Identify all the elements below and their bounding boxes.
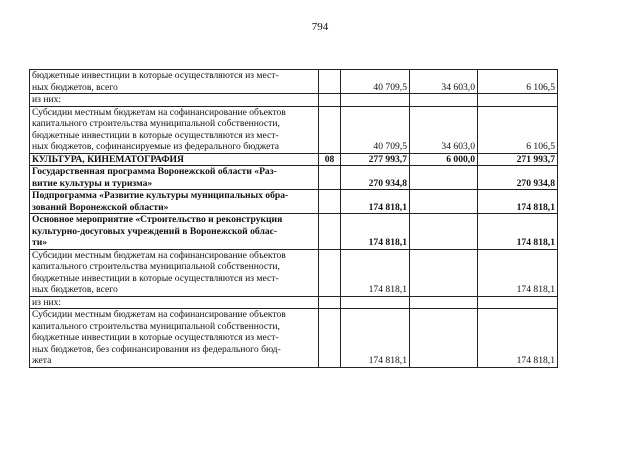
row-federal-amount — [410, 296, 478, 309]
row-section-code — [319, 166, 341, 190]
row-description: из них: — [30, 94, 319, 107]
budget-table — [29, 69, 558, 368]
row-federal-amount: 34 603,0 — [410, 106, 478, 153]
row-section-code — [319, 94, 341, 107]
row-section-code — [319, 70, 341, 94]
table-row — [30, 106, 558, 153]
row-description: бюджетные инвестиции в которые осуществляются из мест- ных бюджетов, всего — [30, 70, 319, 94]
table-row — [30, 190, 558, 214]
table-row — [30, 249, 558, 296]
row-total-amount: 174 818,1 — [341, 249, 410, 296]
row-section-code — [319, 249, 341, 296]
row-description: Субсидии местным бюджетам на софинансирование объектов капитального строительства муниципальной собственности, бюджетные инвестиции в которые осуществляются из мест- ных бюджетов, всего — [30, 249, 319, 296]
table-row — [30, 166, 558, 190]
row-total-amount: 40 709,5 — [341, 106, 410, 153]
row-regional-amount — [478, 296, 558, 309]
table-row — [30, 94, 558, 107]
row-total-amount — [341, 94, 410, 107]
row-federal-amount — [410, 94, 478, 107]
page-number: 794 — [311, 21, 329, 33]
row-description: Подпрограмма «Развитие культуры муниципальных обра- зований Воронежской области» — [30, 190, 319, 214]
row-regional-amount: 6 106,5 — [478, 106, 558, 153]
row-federal-amount — [410, 214, 478, 250]
row-regional-amount: 174 818,1 — [478, 249, 558, 296]
row-regional-amount: 6 106,5 — [478, 70, 558, 94]
row-description: из них: — [30, 296, 319, 309]
row-description: КУЛЬТУРА, КИНЕМАТОГРАФИЯ — [30, 153, 319, 166]
row-federal-amount: 6 000,0 — [410, 153, 478, 166]
row-regional-amount: 174 818,1 — [478, 214, 558, 250]
row-section-code — [319, 214, 341, 250]
row-total-amount: 174 818,1 — [341, 214, 410, 250]
row-description: Субсидии местным бюджетам на софинансирование объектов капитального строительства муниципальной собственности, бюджетные инвестиции в которые осуществляются из мест- ных бюджетов, без софинансирования из федерального бюд- жета — [30, 309, 319, 368]
row-section-code — [319, 296, 341, 309]
table-row — [30, 309, 558, 368]
table-row — [30, 153, 558, 166]
row-description: Государственная программа Воронежской области «Раз- витие культуры и туризма» — [30, 166, 319, 190]
row-regional-amount: 174 818,1 — [478, 309, 558, 368]
row-section-code — [319, 190, 341, 214]
row-federal-amount — [410, 166, 478, 190]
row-section-code — [319, 106, 341, 153]
row-federal-amount — [410, 249, 478, 296]
row-total-amount: 174 818,1 — [341, 309, 410, 368]
table-row — [30, 70, 558, 94]
row-federal-amount: 34 603,0 — [410, 70, 478, 94]
row-total-amount: 174 818,1 — [341, 190, 410, 214]
row-regional-amount: 174 818,1 — [478, 190, 558, 214]
table-row — [30, 214, 558, 250]
row-regional-amount: 270 934,8 — [478, 166, 558, 190]
row-section-code — [319, 309, 341, 368]
row-total-amount: 40 709,5 — [341, 70, 410, 94]
table-row — [30, 296, 558, 309]
row-regional-amount — [478, 94, 558, 107]
row-description: Субсидии местным бюджетам на софинансирование объектов капитального строительства муниципальной собственности, бюджетные инвестиции в которые осуществляются из мест- ных бюджетов, софинансируемые из федерального бюджета — [30, 106, 319, 153]
row-regional-amount: 271 993,7 — [478, 153, 558, 166]
row-section-code: 08 — [319, 153, 341, 166]
row-total-amount: 270 934,8 — [341, 166, 410, 190]
row-total-amount — [341, 296, 410, 309]
row-federal-amount — [410, 190, 478, 214]
row-description: Основное мероприятие «Строительство и реконструкция культурно-досуговых учреждений в Воронежской облас- ти» — [30, 214, 319, 250]
row-total-amount: 277 993,7 — [341, 153, 410, 166]
row-federal-amount — [410, 309, 478, 368]
